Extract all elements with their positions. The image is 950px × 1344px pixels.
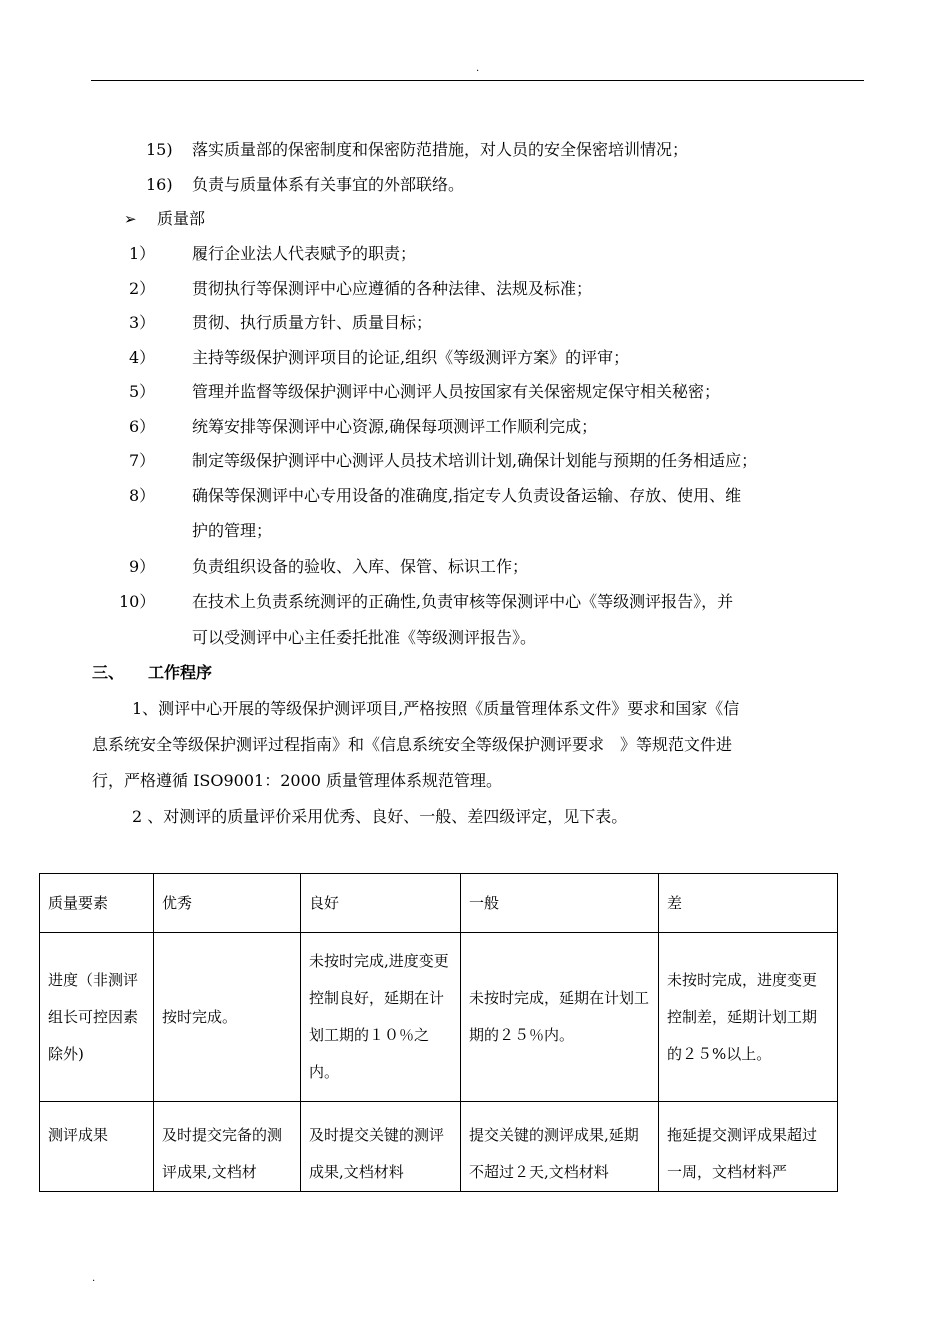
table-header-cell: 一般 (461, 874, 659, 933)
list-item-number: 16) (146, 175, 173, 194)
list-item-number: 8） (129, 486, 156, 505)
arrow-bullet-icon: ➢ (124, 210, 137, 228)
list-item-text: 在技术上负责系统测评的正确性,负责审核等保测评中心《等级测评报告》，并 (192, 592, 734, 611)
list-item-number: 2） (129, 279, 156, 298)
list-item-text-continued: 护的管理； (192, 521, 273, 540)
list-item-number: 7） (129, 451, 156, 470)
list-item-text: 统筹安排等保测评中心资源,确保每项测评工作顺利完成； (192, 417, 598, 436)
list-item-number: 15) (146, 140, 173, 159)
table-cell: 未按时完成，延期在计划工期的２５％内。 (461, 933, 659, 1102)
paragraph-line: 息系统安全等级保护测评过程指南》和《信息系统安全等级保护测评要求 》等规范文件进 (92, 735, 733, 754)
list-item-text: 落实质量部的保密制度和保密防范措施，对人员的安全保密培训情况； (192, 140, 689, 159)
section-title-procedure: 工作程序 (148, 663, 213, 682)
table-cell: 及时提交关键的测评成果,文档材料 (301, 1102, 461, 1192)
table-cell: 未按时完成,进度变更控制良好，延期在计划工期的１０％之内。 (301, 933, 461, 1102)
table-cell: 提交关键的测评成果,延期不超过２天,文档材料 (461, 1102, 659, 1192)
list-item-number: 6） (129, 417, 156, 436)
list-item-text: 履行企业法人代表赋予的职责； (192, 244, 417, 263)
table-cell: 按时完成。 (154, 933, 301, 1102)
list-item-text: 负责与质量体系有关事宜的外部联络。 (192, 175, 465, 194)
table-cell: 测评成果 (40, 1102, 154, 1192)
list-item-number: 1） (129, 244, 156, 263)
list-item-text: 贯彻执行等保测评中心应遵循的各种法律、法规及标准； (192, 279, 593, 298)
paragraph-line: 2 、对测评的质量评价采用优秀、良好、一般、差四级评定，见下表。 (132, 807, 628, 826)
paragraph-line: 行，严格遵循 ISO9001：2000 质量管理体系规范管理。 (92, 771, 503, 790)
paragraph-line: 1、测评中心开展的等级保护测评项目,严格按照《质量管理体系文件》要求和国家《信 (132, 699, 740, 718)
table-cell: 拖延提交测评成果超过一周，文档材料严 (659, 1102, 838, 1192)
list-item-number: 10） (119, 592, 156, 611)
list-item-number: 9） (129, 557, 156, 576)
section-title-quality: 质量部 (157, 209, 206, 228)
section-number: 三、 (92, 663, 125, 682)
table-header-row (40, 874, 838, 933)
footer-mark: . (92, 1273, 96, 1284)
list-item-number: 3） (129, 313, 156, 332)
list-item-text-continued: 可以受测评中心主任委托批准《等级测评报告》。 (192, 628, 537, 647)
table-header-cell: 良好 (301, 874, 461, 933)
list-item-text: 主持等级保护测评项目的论证,组织《等级测评方案》的评审； (192, 348, 630, 367)
list-item-number: 5） (129, 382, 156, 401)
table-header-cell: 质量要素 (40, 874, 154, 933)
table-cell: 未按时完成，进度变更控制差，延期计划工期的２５%以上。 (659, 933, 838, 1102)
table-header-cell: 优秀 (154, 874, 301, 933)
list-item-text: 管理并监督等级保护测评中心测评人员按国家有关保密规定保守相关秘密； (192, 382, 721, 401)
header-rule (91, 80, 864, 81)
table-header-cell: 差 (659, 874, 838, 933)
table-row (40, 933, 838, 1102)
list-item-text: 贯彻、执行质量方针、质量目标； (192, 313, 433, 332)
header-mark: . (476, 63, 480, 74)
table-cell: 及时提交完备的测评成果,文档材 (154, 1102, 301, 1192)
table-row (40, 1102, 838, 1192)
list-item-text: 制定等级保护测评中心测评人员技术培训计划,确保计划能与预期的任务相适应； (192, 451, 758, 470)
table-cell: 进度（非测评组长可控因素除外) (40, 933, 154, 1102)
list-item-text: 确保等保测评中心专用设备的准确度,指定专人负责设备运输、存放、使用、维 (192, 486, 742, 505)
list-item-text: 负责组织设备的验收、入库、保管、标识工作； (192, 557, 529, 576)
list-item-number: 4） (129, 348, 156, 367)
quality-grade-table (39, 873, 838, 1192)
